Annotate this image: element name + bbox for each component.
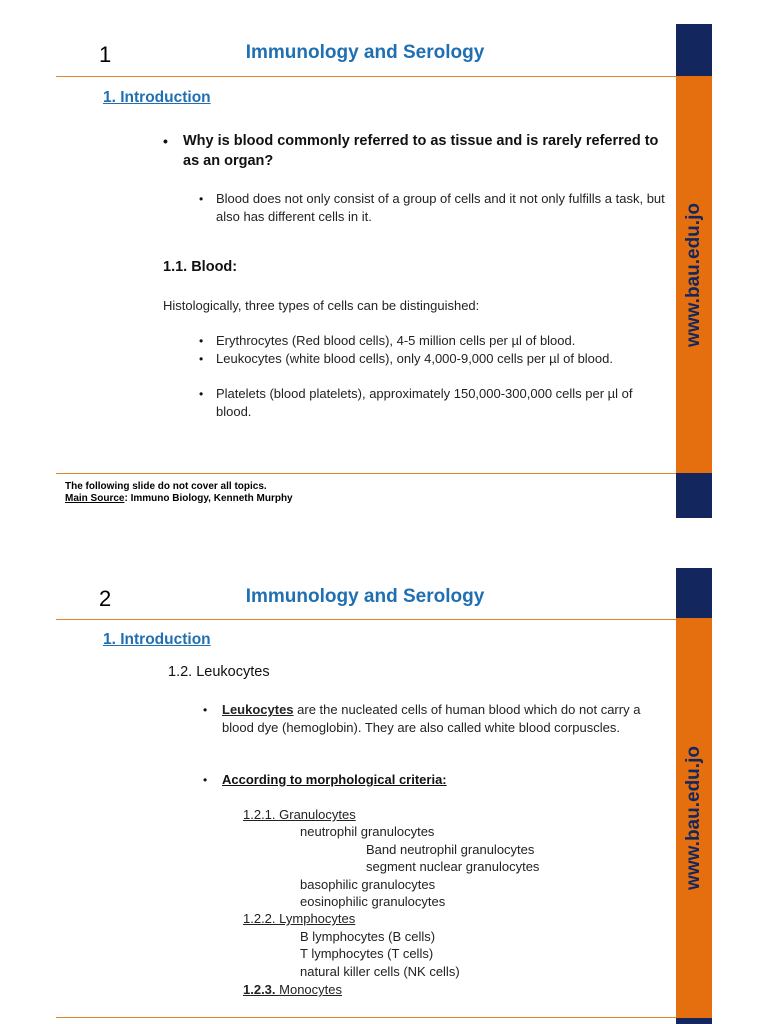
- footer-source: [65, 493, 293, 505]
- leukocytes-term: Leukocytes: [222, 702, 294, 717]
- list-item: Platelets (blood platelets), approximately 150,000-300,000 cells per µl of blood.: [216, 386, 633, 419]
- leukocytes-definition: [222, 701, 652, 736]
- tree-granulocytes: 1.2.1. Granulocytes: [243, 807, 356, 822]
- bullet-icon: •: [199, 334, 204, 348]
- sidebar-navy-top: [676, 568, 712, 618]
- slide-title: Immunology and Serology: [245, 586, 485, 607]
- list-item: Erythrocytes (Red blood cells), 4-5 million cells per µl of blood.: [216, 333, 576, 348]
- tree-band: Band neutrophil granulocytes: [366, 842, 535, 857]
- monocytes-number: 1.2.3.: [243, 982, 276, 997]
- bullet-icon: •: [163, 133, 168, 149]
- tree-b-cells: B lymphocytes (B cells): [300, 929, 436, 944]
- footer-source-value: : Immuno Biology, Kenneth Murphy: [124, 493, 293, 504]
- tree-t-cells: T lymphocytes (T cells): [300, 946, 434, 961]
- tree-monocytes: [243, 981, 342, 999]
- list-item: Leukocytes (white blood cells), only 4,000-9,000 cells per µl of blood.: [216, 351, 613, 366]
- tree-nk-cells: natural killer cells (NK cells): [300, 964, 460, 979]
- bullet-icon: •: [199, 387, 204, 401]
- monocytes-label: Monocytes: [275, 982, 343, 997]
- slide-number: 1: [99, 42, 112, 67]
- slide-title: Immunology and Serology: [245, 42, 485, 63]
- bullet-icon: •: [199, 352, 204, 366]
- criteria-heading: According to morphological criteria:: [222, 772, 447, 787]
- header-divider: [56, 76, 676, 77]
- footer-source-label: Main Source: [65, 493, 125, 504]
- sidebar-banner: [676, 568, 712, 1024]
- footer-divider: [56, 1017, 676, 1018]
- subheading: 1.2. Leukocytes: [168, 664, 270, 680]
- footer-note: The following slide do not cover all topics.: [65, 481, 267, 492]
- tree-basophilic: basophilic granulocytes: [300, 877, 436, 892]
- tree-eosinophilic: eosinophilic granulocytes: [300, 894, 446, 909]
- sidebar-navy-bottom: [676, 473, 712, 518]
- subheading: 1.1. Blood:: [163, 259, 238, 275]
- answer-text: Blood does not only consist of a group of cells and it not only fulfills a task, but also has different cells in it.: [216, 191, 665, 224]
- section-heading: 1. Introduction: [103, 89, 211, 106]
- sidebar-navy-top: [676, 24, 712, 76]
- footer: [65, 481, 293, 505]
- bullet-icon: •: [203, 773, 208, 787]
- tree-lymphocytes: 1.2.2. Lymphocytes: [243, 911, 356, 926]
- bullet-icon: •: [203, 703, 208, 717]
- sidebar-url: www.bau.edu.jo: [683, 746, 705, 890]
- sidebar-banner: [676, 24, 712, 518]
- tree-neutrophil: neutrophil granulocytes: [300, 824, 435, 839]
- tree-segment: segment nuclear granulocytes: [366, 859, 540, 874]
- question-text: Why is blood commonly referred to as tissue and is rarely referred to as an organ?: [183, 133, 659, 169]
- footer-divider: [56, 473, 676, 474]
- slide-number: 2: [99, 586, 112, 611]
- sidebar-navy-bottom: [676, 1018, 712, 1024]
- section-heading: 1. Introduction: [103, 631, 211, 648]
- header-divider: [56, 619, 676, 620]
- slide-2: [0, 560, 768, 1024]
- sidebar-url: www.bau.edu.jo: [683, 202, 705, 347]
- leukocytes-def-text: are the nucleated cells of human blood which do not carry a blood dye (hemoglobin). They are also called white blood corpuscles.: [222, 702, 641, 735]
- intro-text: Histologically, three types of cells can be distinguished:: [163, 298, 480, 313]
- bullet-icon: •: [199, 192, 204, 206]
